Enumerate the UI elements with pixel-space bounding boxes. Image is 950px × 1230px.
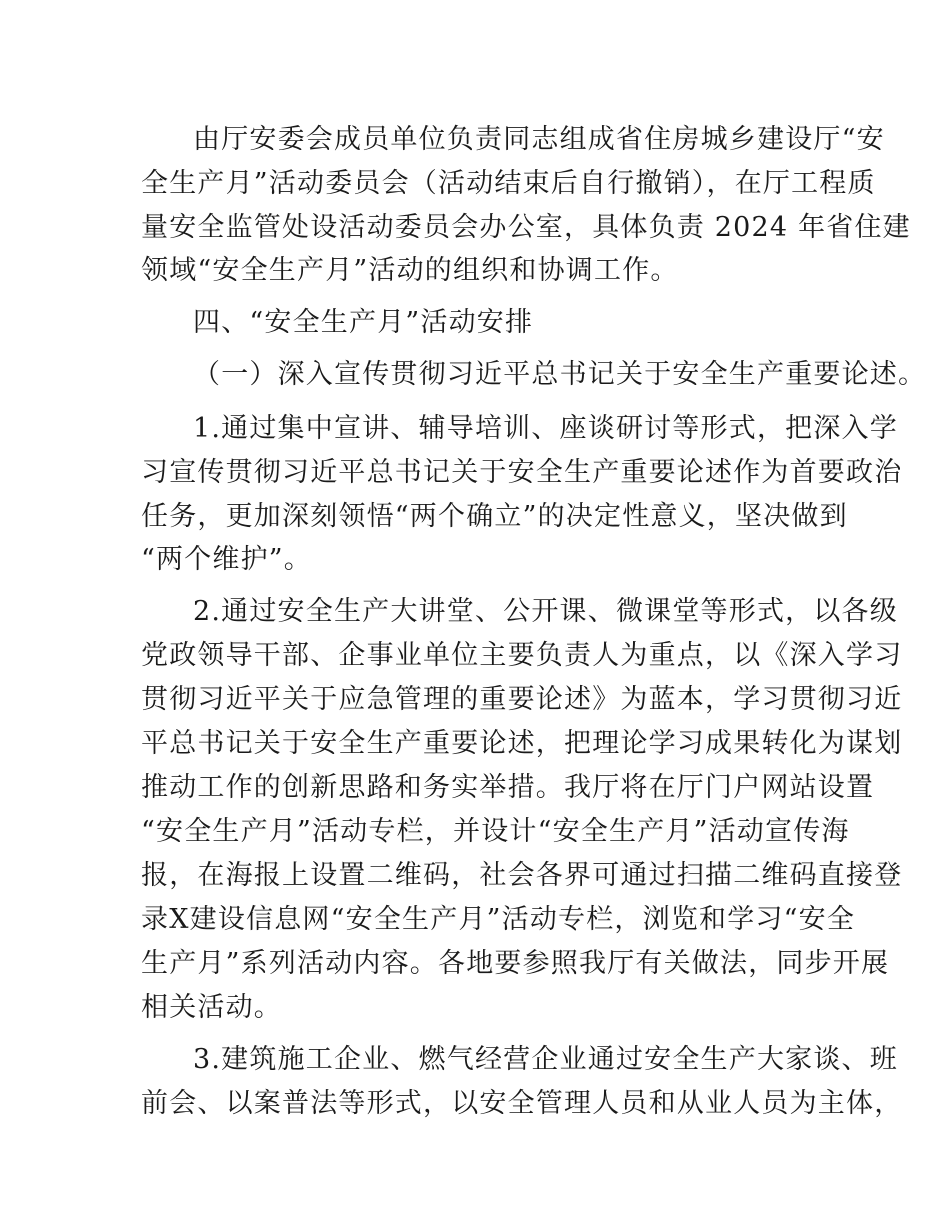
text-line: 录X建设信息网“安全生产月”活动专栏，浏览和学习“安全	[141, 904, 856, 935]
text-line: 任务，更加深刻领悟“两个确立”的决定性意义，坚决做到	[141, 501, 848, 532]
text-line: 报，在海报上设置二维码，社会各界可通过扫描二维码直接登	[141, 860, 903, 891]
text-line: 领域“安全生产月”活动的组织和协调工作。	[141, 255, 679, 286]
subsection-heading: （一）深入宣传贯彻习近平总书记关于安全生产重要论述。	[193, 359, 927, 390]
text-line: 前会、以案普法等形式，以安全管理人员和从业人员为主体，	[141, 1088, 903, 1119]
text-line: 习宣传贯彻习近平总书记关于安全生产重要论述作为首要政治	[141, 457, 903, 488]
text-line: 全生产月”活动委员会（活动结束后自行撤销），在厅工程质	[141, 168, 876, 199]
text-line: 3.建筑施工企业、燃气经营企业通过安全生产大家谈、班	[193, 1044, 898, 1075]
text-line: 由厅安委会成员单位负责同志组成省住房城乡建设厅“安	[193, 124, 885, 155]
text-line: “安全生产月”活动专栏，并设计“安全生产月”活动宣传海	[141, 816, 850, 847]
text-line: 平总书记关于安全生产重要论述，把理论学习成果转化为谋划	[141, 728, 903, 759]
text-line: 推动工作的创新思路和务实举措。我厅将在厅门户网站设置	[141, 772, 875, 803]
text-line: 相关活动。	[141, 992, 282, 1023]
text-line: 党政领导干部、企事业单位主要负责人为重点，以《深入学习	[141, 640, 903, 671]
section-heading: 四、“安全生产月”活动安排	[193, 307, 534, 338]
text-line: 1.通过集中宣讲、辅导培训、座谈研讨等形式，把深入学	[193, 413, 898, 444]
text-line: 贯彻习近平关于应急管理的重要论述》为蓝本，学习贯彻习近	[141, 684, 903, 715]
text-line: 2.通过安全生产大讲堂、公开课、微课堂等形式，以各级	[193, 596, 898, 627]
text-line: 量安全监管处设活动委员会办公室，具体负责 2024 年省住建	[141, 212, 911, 243]
text-line: 生产月”系列活动内容。各地要参照我厅有关做法，同步开展	[141, 948, 890, 979]
text-line: “两个维护”。	[141, 544, 313, 575]
